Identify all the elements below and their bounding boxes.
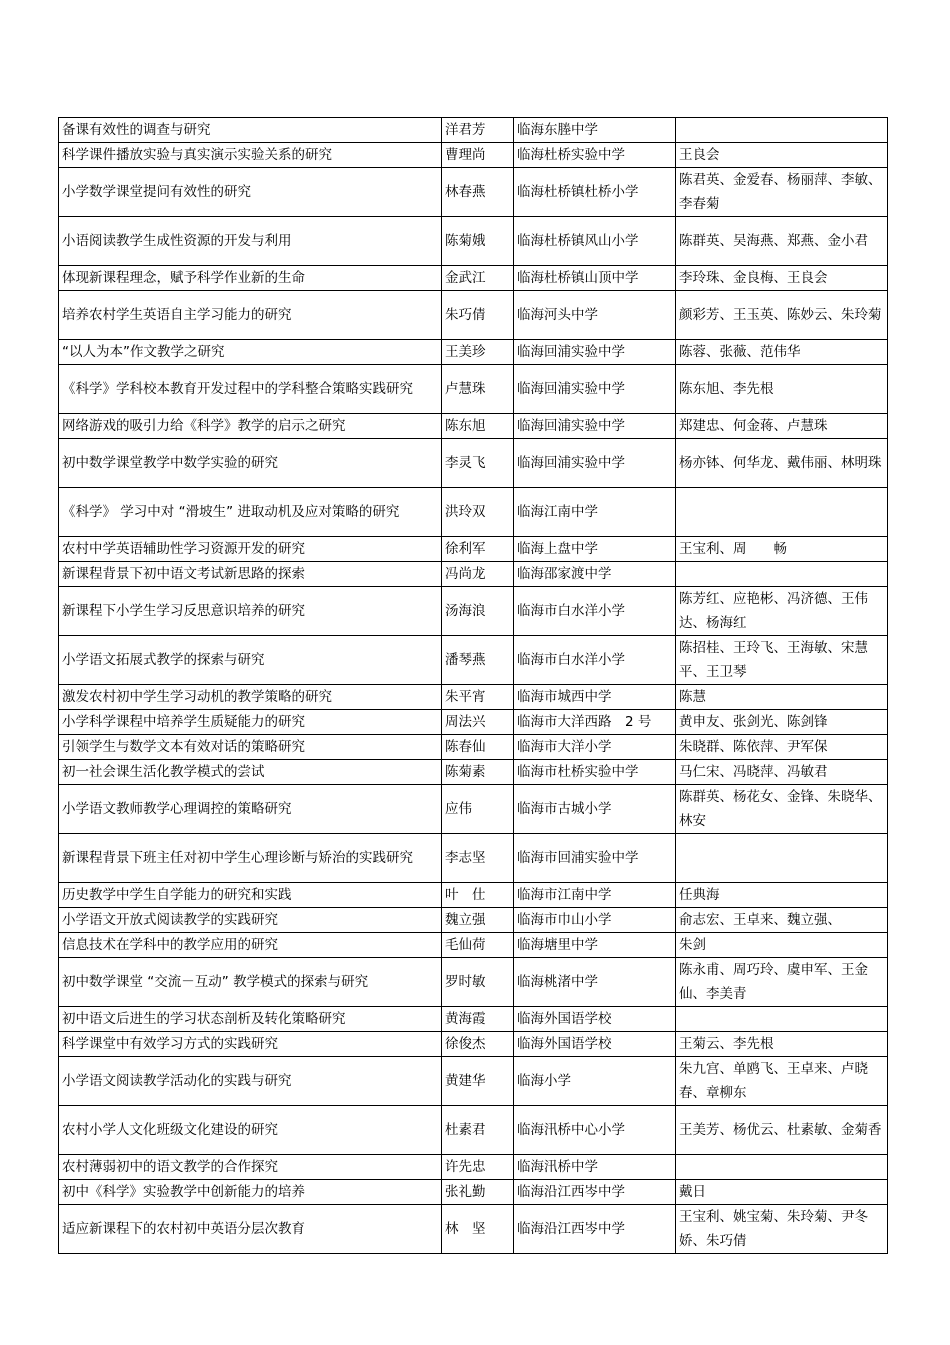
topic-cell: 新课程下小学生学习反思意识培养的研究 — [59, 587, 442, 636]
table-row — [59, 735, 888, 760]
members-cell: 马仁宋、冯晓萍、冯敏君 — [676, 760, 888, 785]
leader-cell: 林春燕 — [442, 168, 514, 217]
members-cell — [676, 834, 888, 883]
school-cell: 临海回浦实验中学 — [514, 340, 676, 365]
school-cell: 临海汛桥中学 — [514, 1155, 676, 1180]
table-row — [59, 933, 888, 958]
school-cell: 临海江南中学 — [514, 488, 676, 537]
topic-cell: 小学数学课堂提问有效性的研究 — [59, 168, 442, 217]
table-row — [59, 488, 888, 537]
leader-cell: 杜素君 — [442, 1106, 514, 1155]
table-row — [59, 562, 888, 587]
school-cell: 临海回浦实验中学 — [514, 414, 676, 439]
school-cell: 临海市白水洋小学 — [514, 587, 676, 636]
members-cell: 王宝利、姚宝菊、朱玲菊、尹冬娇、朱巧倩 — [676, 1205, 888, 1254]
topic-cell: 《科学》 学习中对 “滑坡生” 进取动机及应对策略的研究 — [59, 488, 442, 537]
topic-cell: 备课有效性的调查与研究 — [59, 118, 442, 143]
members-cell: 杨亦钵、何华龙、戴伟丽、林明珠 — [676, 439, 888, 488]
leader-cell: 曹理尚 — [442, 143, 514, 168]
topic-cell: 网络游戏的吸引力给《科学》教学的启示之研究 — [59, 414, 442, 439]
leader-cell: 陈菊素 — [442, 760, 514, 785]
table-row — [59, 636, 888, 685]
members-cell: 陈慧 — [676, 685, 888, 710]
school-cell: 临海塘里中学 — [514, 933, 676, 958]
school-cell: 临海外国语学校 — [514, 1007, 676, 1032]
members-cell — [676, 118, 888, 143]
leader-cell: 洋君芳 — [442, 118, 514, 143]
table-row — [59, 958, 888, 1007]
topic-cell: 引领学生与数学文本有效对话的策略研究 — [59, 735, 442, 760]
topic-cell: 历史教学中学生自学能力的研究和实践 — [59, 883, 442, 908]
leader-cell: 朱平宵 — [442, 685, 514, 710]
leader-cell: 罗时敏 — [442, 958, 514, 1007]
members-cell — [676, 1155, 888, 1180]
leader-cell: 冯尚龙 — [442, 562, 514, 587]
topic-cell: 《科学》学科校本教育开发过程中的学科整合策略实践研究 — [59, 365, 442, 414]
school-cell: 临海市江南中学 — [514, 883, 676, 908]
leader-cell: 张礼勤 — [442, 1180, 514, 1205]
table-row — [59, 1155, 888, 1180]
table-row — [59, 1057, 888, 1106]
leader-cell: 卢慧珠 — [442, 365, 514, 414]
leader-cell: 洪玲双 — [442, 488, 514, 537]
table-row — [59, 1106, 888, 1155]
leader-cell: 金武江 — [442, 266, 514, 291]
members-cell: 俞志宏、王卓来、魏立强、 — [676, 908, 888, 933]
school-cell: 临海小学 — [514, 1057, 676, 1106]
school-cell: 临海杜桥镇杜桥小学 — [514, 168, 676, 217]
leader-cell: 潘琴燕 — [442, 636, 514, 685]
members-cell — [676, 488, 888, 537]
topic-cell: 农村小学人文化班级文化建设的研究 — [59, 1106, 442, 1155]
school-cell: 临海回浦实验中学 — [514, 439, 676, 488]
topic-cell: “以人为本”作文教学之研究 — [59, 340, 442, 365]
topic-cell: 农村薄弱初中的语文教学的合作探究 — [59, 1155, 442, 1180]
members-cell: 陈永甫、周巧玲、虞申军、王金仙、李美青 — [676, 958, 888, 1007]
school-cell: 临海汛桥中心小学 — [514, 1106, 676, 1155]
members-cell: 陈君英、金爱春、杨丽萍、李敏、李春菊 — [676, 168, 888, 217]
school-cell: 临海市杜桥实验中学 — [514, 760, 676, 785]
leader-cell: 李灵飞 — [442, 439, 514, 488]
leader-cell: 徐俊杰 — [442, 1032, 514, 1057]
topic-cell: 小语阅读教学生成性资源的开发与利用 — [59, 217, 442, 266]
members-cell: 王美芳、杨优云、杜素敏、金菊香 — [676, 1106, 888, 1155]
members-cell: 陈群英、杨花女、金锋、朱晓华、林安 — [676, 785, 888, 834]
topic-cell: 小学语文阅读教学活动化的实践与研究 — [59, 1057, 442, 1106]
table-row — [59, 710, 888, 735]
table-row — [59, 1032, 888, 1057]
table-row — [59, 414, 888, 439]
members-cell: 王菊云、李先根 — [676, 1032, 888, 1057]
topic-cell: 科学课堂中有效学习方式的实践研究 — [59, 1032, 442, 1057]
topic-cell: 新课程背景下初中语文考试新思路的探索 — [59, 562, 442, 587]
school-cell: 临海外国语学校 — [514, 1032, 676, 1057]
members-cell — [676, 562, 888, 587]
school-cell: 临海回浦实验中学 — [514, 365, 676, 414]
members-cell: 王良会 — [676, 143, 888, 168]
school-cell: 临海市大洋小学 — [514, 735, 676, 760]
leader-cell: 魏立强 — [442, 908, 514, 933]
members-cell — [676, 1007, 888, 1032]
leader-cell: 毛仙荷 — [442, 933, 514, 958]
table-row — [59, 143, 888, 168]
school-cell: 临海邵家渡中学 — [514, 562, 676, 587]
leader-cell: 王美珍 — [442, 340, 514, 365]
leader-cell: 李志坚 — [442, 834, 514, 883]
leader-cell: 徐利军 — [442, 537, 514, 562]
school-cell: 临海市城西中学 — [514, 685, 676, 710]
topic-cell: 小学语文开放式阅读教学的实践研究 — [59, 908, 442, 933]
members-cell: 陈芳红、应艳彬、冯济德、王伟达、杨海红 — [676, 587, 888, 636]
members-cell: 戴日 — [676, 1180, 888, 1205]
school-cell: 临海市大洋西路 2 号 — [514, 710, 676, 735]
topic-cell: 信息技术在学科中的教学应用的研究 — [59, 933, 442, 958]
topic-cell: 新课程背景下班主任对初中学生心理诊断与矫治的实践研究 — [59, 834, 442, 883]
school-cell: 临海沿江西岑中学 — [514, 1205, 676, 1254]
leader-cell: 陈菊娥 — [442, 217, 514, 266]
topic-cell: 科学课件播放实验与真实演示实验关系的研究 — [59, 143, 442, 168]
members-cell: 朱晓群、陈依萍、尹军保 — [676, 735, 888, 760]
topic-cell: 初一社会课生活化教学模式的尝试 — [59, 760, 442, 785]
leader-cell: 周法兴 — [442, 710, 514, 735]
leader-cell: 叶 仕 — [442, 883, 514, 908]
members-cell: 王宝利、周 畅 — [676, 537, 888, 562]
table-row — [59, 340, 888, 365]
topic-cell: 初中《科学》实验教学中创新能力的培养 — [59, 1180, 442, 1205]
members-cell: 郑建忠、何金蒋、卢慧珠 — [676, 414, 888, 439]
members-cell: 朱剑 — [676, 933, 888, 958]
topic-cell: 小学语文教师教学心理调控的策略研究 — [59, 785, 442, 834]
table-row — [59, 118, 888, 143]
members-cell: 陈东旭、李先根 — [676, 365, 888, 414]
leader-cell: 朱巧倩 — [442, 291, 514, 340]
table-row — [59, 587, 888, 636]
table-row — [59, 785, 888, 834]
leader-cell: 林 坚 — [442, 1205, 514, 1254]
table-row — [59, 760, 888, 785]
topic-cell: 初中数学课堂教学中数学实验的研究 — [59, 439, 442, 488]
table-row — [59, 908, 888, 933]
table-row — [59, 439, 888, 488]
members-cell: 陈招桂、王玲飞、王海敏、宋慧平、王卫琴 — [676, 636, 888, 685]
topic-cell: 小学语文拓展式教学的探索与研究 — [59, 636, 442, 685]
table-row — [59, 217, 888, 266]
topic-cell: 激发农村初中学生学习动机的教学策略的研究 — [59, 685, 442, 710]
school-cell: 临海市白水洋小学 — [514, 636, 676, 685]
school-cell: 临海东塍中学 — [514, 118, 676, 143]
topic-cell: 体现新课程理念，赋予科学作业新的生命 — [59, 266, 442, 291]
table-row — [59, 1205, 888, 1254]
table-body — [59, 118, 888, 1254]
members-cell: 朱九宫、单鸥飞、王卓来、卢晓春、章柳东 — [676, 1057, 888, 1106]
table-row — [59, 291, 888, 340]
members-cell: 李玲珠、金良梅、王良会 — [676, 266, 888, 291]
members-cell: 任典海 — [676, 883, 888, 908]
members-cell: 陈蓉、张薇、范伟华 — [676, 340, 888, 365]
leader-cell: 汤海浪 — [442, 587, 514, 636]
table-row — [59, 365, 888, 414]
leader-cell: 黄建华 — [442, 1057, 514, 1106]
school-cell: 临海上盘中学 — [514, 537, 676, 562]
school-cell: 临海市巾山小学 — [514, 908, 676, 933]
leader-cell: 应伟 — [442, 785, 514, 834]
leader-cell: 陈东旭 — [442, 414, 514, 439]
members-cell: 黄申友、张剑光、陈剑锋 — [676, 710, 888, 735]
leader-cell: 黄海霞 — [442, 1007, 514, 1032]
members-cell: 陈群英、吴海燕、郑燕、金小君 — [676, 217, 888, 266]
school-cell: 临海杜桥镇山顶中学 — [514, 266, 676, 291]
school-cell: 临海桃渚中学 — [514, 958, 676, 1007]
topic-cell: 初中语文后进生的学习状态剖析及转化策略研究 — [59, 1007, 442, 1032]
topic-cell: 小学科学课程中培养学生质疑能力的研究 — [59, 710, 442, 735]
school-cell: 临海沿江西岑中学 — [514, 1180, 676, 1205]
table-row — [59, 834, 888, 883]
research-topics-table — [58, 117, 888, 1254]
table-row — [59, 1180, 888, 1205]
table-row — [59, 883, 888, 908]
topic-cell: 农村中学英语辅助性学习资源开发的研究 — [59, 537, 442, 562]
leader-cell: 陈春仙 — [442, 735, 514, 760]
table-row — [59, 685, 888, 710]
leader-cell: 许先忠 — [442, 1155, 514, 1180]
members-cell: 颜彩芳、王玉英、陈妙云、朱玲菊 — [676, 291, 888, 340]
school-cell: 临海杜桥实验中学 — [514, 143, 676, 168]
school-cell: 临海市回浦实验中学 — [514, 834, 676, 883]
table-row — [59, 537, 888, 562]
table-row — [59, 168, 888, 217]
school-cell: 临海河头中学 — [514, 291, 676, 340]
topic-cell: 初中数学课堂 “交流－互动” 教学模式的探索与研究 — [59, 958, 442, 1007]
topic-cell: 适应新课程下的农村初中英语分层次教育 — [59, 1205, 442, 1254]
topic-cell: 培养农村学生英语自主学习能力的研究 — [59, 291, 442, 340]
table-row — [59, 1007, 888, 1032]
table-row — [59, 266, 888, 291]
school-cell: 临海市古城小学 — [514, 785, 676, 834]
school-cell: 临海杜桥镇风山小学 — [514, 217, 676, 266]
